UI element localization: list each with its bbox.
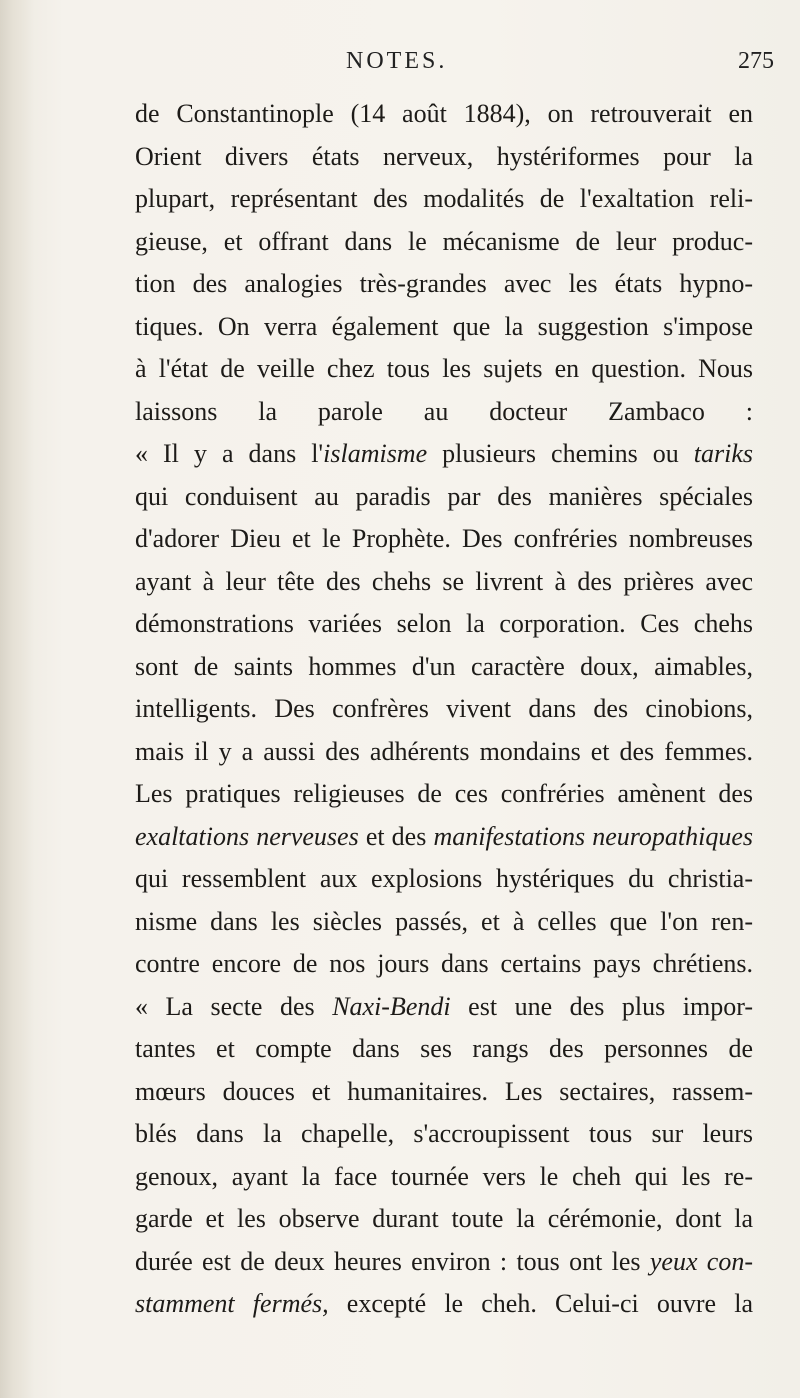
page-number: 275	[738, 48, 774, 74]
text-run: Orient divers états nerveux, hystériformes pour la	[135, 141, 753, 171]
text-line	[135, 1156, 753, 1199]
body-text	[135, 93, 753, 1326]
text-line	[135, 1028, 753, 1071]
text-run: qui conduisent au paradis par des manières spéciales	[135, 481, 753, 511]
text-line	[135, 901, 753, 944]
text-run: laissons la parole au docteur Zambaco :	[135, 396, 753, 426]
text-line	[135, 136, 753, 179]
text-line	[135, 391, 753, 434]
text-line	[135, 943, 753, 986]
italic-run: exaltations nerveuses	[135, 821, 359, 851]
text-line	[135, 1198, 753, 1241]
italic-run: yeux con-	[649, 1246, 753, 1276]
italic-run: stamment fermés,	[135, 1289, 329, 1318]
text-line	[135, 773, 753, 816]
text-line	[135, 603, 753, 646]
text-run: d'adorer Dieu et le Prophète. Des confréries nombreuses	[135, 524, 753, 553]
text-line	[135, 518, 753, 561]
text-run: intelligents. Des confrères vivent dans des cinobions,	[135, 694, 753, 723]
text-line	[135, 1241, 753, 1284]
text-line	[135, 178, 753, 221]
text-run: Les pratiques religieuses de ces confréries amènent des	[135, 779, 753, 808]
text-line	[135, 93, 753, 136]
text-run: sont de saints hommes d'un caractère doux, aimables,	[135, 651, 753, 681]
text-run: excepté le cheh. Celui-ci ouvre la	[328, 1289, 753, 1318]
text-run: et des	[358, 821, 434, 851]
text-run: « La secte des	[135, 991, 333, 1021]
text-run: plupart, représentant des modalités de l'exaltation reli-	[135, 184, 753, 213]
page-gutter-shadow	[0, 0, 34, 1398]
text-line	[135, 1113, 753, 1156]
text-run: garde et les observe durant toute la cérémonie, dont la	[135, 1204, 753, 1233]
text-run: durée est de deux heures environ : tous ont les	[135, 1246, 650, 1276]
text-line	[135, 1283, 753, 1326]
text-run: qui ressemblent aux explosions hystériques du christia-	[135, 864, 753, 893]
text-run: plusieurs chemins ou	[427, 439, 694, 468]
text-run: mais il y a aussi des adhérents mondains et des femmes.	[135, 736, 753, 766]
text-line	[135, 646, 753, 689]
text-run: à l'état de veille chez tous les sujets en question. Nous	[135, 354, 753, 383]
running-header	[0, 48, 800, 78]
text-line	[135, 1071, 753, 1114]
text-line	[135, 433, 753, 476]
text-run: genoux, ayant la face tournée vers le cheh qui les re-	[135, 1161, 753, 1191]
text-run: est une des plus impor-	[450, 991, 753, 1021]
text-line	[135, 561, 753, 604]
text-line	[135, 986, 753, 1029]
text-line	[135, 263, 753, 306]
text-run: ayant à leur tête des chehs se livrent à des prières avec	[135, 566, 753, 596]
running-title: NOTES.	[346, 48, 448, 74]
italic-run: Naxi-Bendi	[332, 991, 451, 1021]
text-line	[135, 688, 753, 731]
text-line	[135, 306, 753, 349]
text-run: gieuse, et offrant dans le mécanisme de leur produc-	[135, 226, 753, 256]
text-run: démonstrations variées selon la corporation. Ces chehs	[135, 609, 753, 638]
text-run: nisme dans les siècles passés, et à celles que l'on ren-	[135, 906, 753, 936]
text-run: mœurs douces et humanitaires. Les sectaires, rassem-	[135, 1076, 753, 1106]
text-line	[135, 816, 753, 859]
italic-run: manifestations neuropathiques	[433, 821, 754, 851]
text-run: contre encore de nos jours dans certains pays chrétiens.	[135, 949, 753, 978]
text-line	[135, 476, 753, 519]
text-run: de Constantinople (14 août 1884), on retrouverait en	[135, 99, 753, 128]
text-line	[135, 221, 753, 264]
text-run: tiques. On verra également que la suggestion s'impose	[135, 311, 753, 341]
text-line	[135, 731, 753, 774]
text-run: tion des analogies très-grandes avec les états hypno-	[135, 269, 753, 298]
text-line	[135, 858, 753, 901]
italic-run: islamisme	[323, 439, 428, 468]
italic-run: tariks	[693, 439, 753, 468]
text-run: « Il y a dans l'	[135, 439, 324, 468]
text-run: blés dans la chapelle, s'accroupissent tous sur leurs	[135, 1119, 753, 1148]
text-run: tantes et compte dans ses rangs des personnes de	[135, 1034, 753, 1063]
text-line	[135, 348, 753, 391]
